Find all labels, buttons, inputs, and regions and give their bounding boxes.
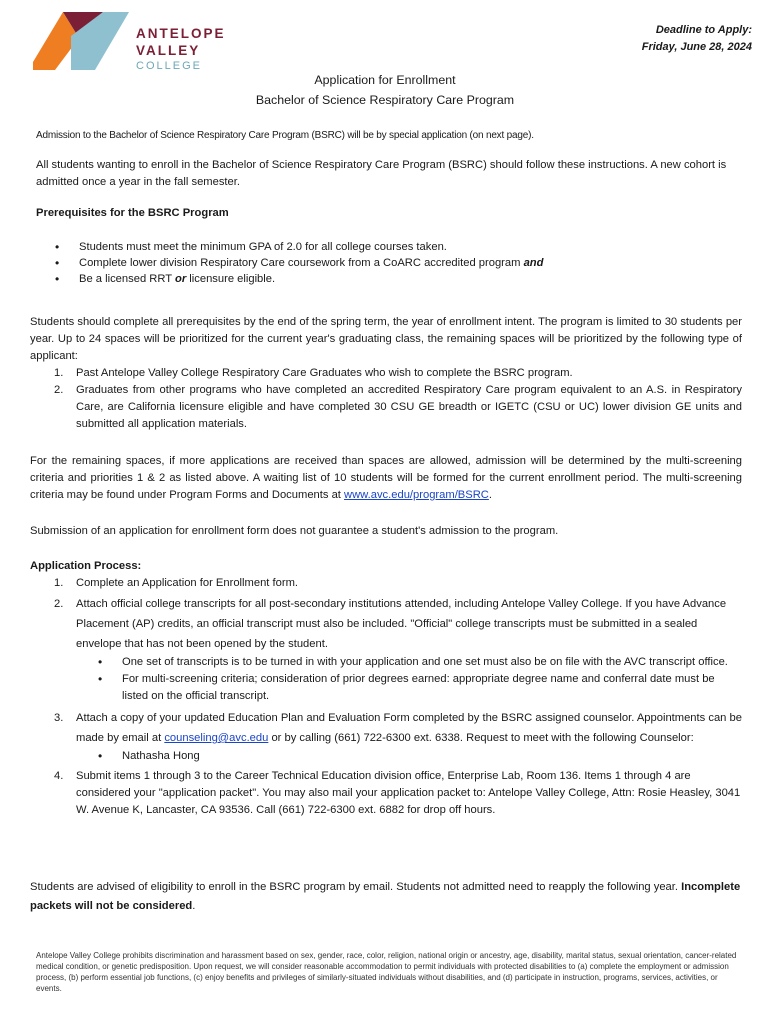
process-number: 2. xyxy=(54,598,64,610)
remaining-spaces-paragraph xyxy=(30,453,742,504)
counselor-name: • Nathasha Hong xyxy=(98,748,742,765)
prereq-heading: Prerequisites for the BSRC Program xyxy=(36,207,229,219)
remaining-spaces-period: . xyxy=(488,489,492,501)
logo-line-2: VALLEY xyxy=(136,42,201,58)
bsrc-program-link[interactable]: www.avc.edu/program/BSRC xyxy=(344,489,489,501)
admission-note: Admission to the Bachelor of Science Respiratory Care Program (BSRC) will be by special application (on next page). xyxy=(36,130,534,141)
logo-wordmark xyxy=(136,27,226,72)
prereq-list xyxy=(55,239,735,287)
process-list xyxy=(54,575,742,819)
priority-number: 1. xyxy=(54,367,64,379)
priority-number: 2. xyxy=(54,384,64,396)
prereq-item-emphasis: and xyxy=(523,257,544,269)
priority-text: Past Antelope Valley College Respiratory Care Graduates who wish to complete the BSRC program. xyxy=(76,367,573,379)
submission-note: Submission of an application for enrollment form does not guarantee a student's admission to the program. xyxy=(30,525,559,537)
logo-line-3: COLLEGE xyxy=(136,60,202,72)
process-text-end: or by calling (661) 722-6300 ext. 6338. Request to meet with the following Counselor: xyxy=(268,732,694,744)
transcript-bullet: • One set of transcripts is to be turned in with your application and one set must also be on file with the AVC transcript office. xyxy=(98,654,742,671)
logo-line-1: ANTELOPE xyxy=(136,26,226,41)
prereq-item xyxy=(55,255,735,271)
process-number: 3. xyxy=(54,712,64,724)
priority-text: Graduates from other programs who have completed an accredited Respiratory Care program equivalent to an A.S. in Respiratory Care, are California licensure eligible and have completed 30 CSU GE breadth or IGETC (CSU or UC) lower division GE units and submitted all application materials. xyxy=(76,384,742,430)
prereq-item-emphasis: or xyxy=(174,273,187,285)
document-title: Application for Enrollment xyxy=(314,73,456,87)
deadline-block xyxy=(642,22,752,56)
eligibility-text: Students are advised of eligibility to enroll in the BSRC program by email. Students not admitted need to reapply the following year. xyxy=(30,881,682,893)
counseling-email-link[interactable]: counseling@avc.edu xyxy=(164,732,269,744)
deadline-date: Friday, June 28, 2024 xyxy=(641,41,752,53)
nondiscrimination-footer: Antelope Valley College prohibits discrimination and harassment based on sex, gender, race, color, religion, national origin or ancestry, age, disability, marital status, sexual orientation, cancer-related medical condition, or genetic predisposition. Upon request, we will consider reasonable accommodation to permit individuals with protected disabilities to (a) complete the employment or admission process, (b) perform essential job functions, (c) enjoy benefits and privileges of similarly-situated individuals without disabilities, and (d) participate in instruction, programs, services, activities, or events. xyxy=(36,951,737,993)
transcript-bullets xyxy=(98,654,742,705)
remaining-spaces-text: For the remaining spaces, if more applications are received than spaces are allowed, admission will be determined by the multi-screening criteria and priorities 1 & 2 as listed above. A waiting list of 10 students will be formed for the current enrollment period. The multi-screening criteria may be found under Program Forms and Documents at xyxy=(30,455,742,501)
prereq-item xyxy=(55,239,735,255)
document-subtitle: Bachelor of Science Respiratory Care Program xyxy=(255,93,515,107)
process-item xyxy=(54,768,742,819)
process-item xyxy=(54,594,742,705)
eligibility-paragraph xyxy=(30,878,742,916)
prereq-item-text: Students must meet the minimum GPA of 2.0 for all college courses taken. xyxy=(79,241,447,253)
process-item xyxy=(54,575,742,592)
logo-mark-icon xyxy=(33,12,133,70)
completion-paragraph: Students should complete all prerequisites by the end of the spring term, the year of enrollment intent. The program is limited to 30 students per year. Up to 24 spaces will be prioritized for the current year's graduating class, the remaining spaces will be prioritized by the following type of applicant: xyxy=(30,316,742,362)
priority-list xyxy=(54,365,742,433)
process-number: 1. xyxy=(54,577,64,589)
prereq-item-text: Complete lower division Respiratory Care coursework from a CoARC accredited program xyxy=(79,257,524,269)
incomplete-warning: Incomplete packets will not be considered xyxy=(30,881,741,912)
priority-item xyxy=(54,365,742,382)
counselor-bullets xyxy=(98,748,742,765)
prereq-item-text-end: licensure eligible. xyxy=(186,273,276,285)
college-logo xyxy=(33,12,226,72)
deadline-label: Deadline to Apply: xyxy=(655,24,752,36)
priority-item xyxy=(54,382,742,433)
process-text: Complete an Application for Enrollment form. xyxy=(76,577,298,589)
transcript-bullet: • For multi-screening criteria; consideration of prior degrees earned: appropriate degree name and conferral date must be listed on the official transcript. xyxy=(98,671,742,705)
process-text: Submit items 1 through 3 to the Career Technical Education division office, Enterprise Lab, Room 136. Items 1 through 4 are considered your "application packet". You may also mail your application packet to: Antelope Valley College, Attn: Rosie Heasley, 3041 W. Avenue K, Lancaster, CA 93536. Call (661) 722-6300 ext. 6882 for drop off hours. xyxy=(76,770,741,816)
process-text: Attach official college transcripts for all post-secondary institutions attended, including Antelope Valley College. If you have Advance Placement (AP) credits, an official transcript must also be included. "Official" college transcripts must be submitted in a sealed envelope that has not been opened by the student. xyxy=(76,598,727,650)
eligibility-period: . xyxy=(192,900,196,912)
instructions-paragraph: All students wanting to enroll in the Bachelor of Science Respiratory Care Program (BSRC) should follow these instructions. A new cohort is admitted once a year in the fall semester. xyxy=(36,159,727,188)
process-item xyxy=(54,708,742,765)
process-text: Attach a copy of your updated Education Plan and Evaluation Form completed by the BSRC assigned counselor. Appointments can be made by email at xyxy=(76,712,742,744)
prereq-item-text: Be a licensed RRT xyxy=(79,273,175,285)
process-heading: Application Process: xyxy=(30,560,142,572)
process-number: 4. xyxy=(54,770,64,782)
prereq-item xyxy=(55,271,735,287)
